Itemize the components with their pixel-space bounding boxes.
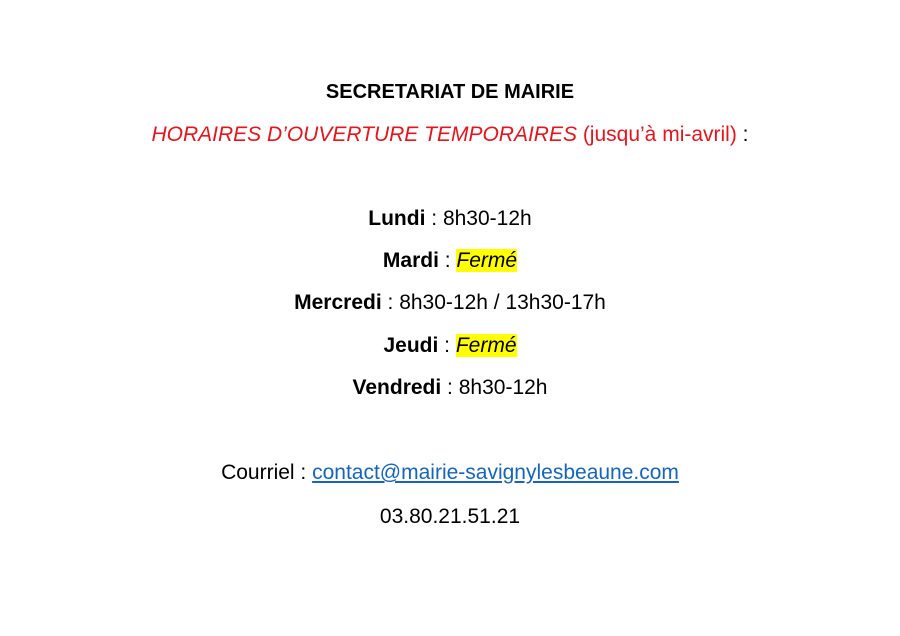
page-title: SECRETARIAT DE MAIRIE [325,81,575,103]
day-label: Jeudi [383,334,439,357]
subtitle-colon: : [736,123,749,146]
phone-number: 03.80.21.51.21 [379,505,521,528]
email-link[interactable]: contact@mairie-savignylesbeaune.com [312,461,679,484]
separator: : [441,376,459,399]
closed-value: Fermé [455,334,517,357]
schedule-row-lundi [0,206,900,232]
day-label: Lundi [368,207,426,230]
schedule-row-vendredi [0,375,900,401]
email-line [0,460,900,486]
schedule-row-mardi [0,248,900,274]
day-label: Mercredi [294,291,382,314]
hours-value: 8h30-12h [458,376,548,399]
hours-value: 8h30-12h / 13h30-17h [399,291,606,314]
email-label: Courriel : [221,461,313,484]
day-label: Mardi [382,249,439,272]
day-label: Vendredi [352,376,442,399]
separator: : [438,249,457,272]
schedule-row-jeudi [0,333,900,359]
subtitle-italic: HORAIRES D’OUVERTURE TEMPORAIRES [151,123,577,146]
hours-value: 8h30-12h [442,207,532,230]
subtitle-period: (jusqu’à mi-avril) [576,123,737,146]
subtitle [0,122,900,148]
schedule-row-mercredi [0,290,900,316]
separator: : [438,334,456,357]
separator: : [425,207,443,230]
separator: : [381,291,400,314]
closed-value: Fermé [456,249,518,272]
